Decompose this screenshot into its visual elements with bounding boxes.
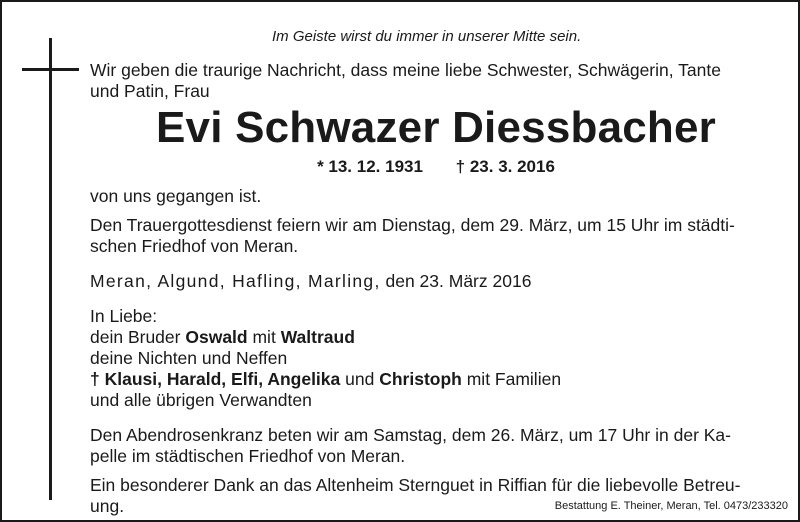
funeral-line-2: schen Friedhof von Meran. [90,236,299,256]
death-date: † 23. 3. 2016 [455,157,555,176]
place-date-line [90,271,782,292]
mourners-line-3 [90,369,782,390]
nephews-names: † Klausi, Harald, Elfi, Angelika [90,369,341,389]
mourners-line-1-prefix: dein Bruder [90,327,181,347]
mourners-line-4: und alle übrigen Verwandten [90,390,312,410]
mourners-line-3-mid: und [345,369,375,389]
intro-line-2: und Patin, Frau [90,81,210,101]
obituary-content [90,60,782,517]
birth-date: * 13. 12. 1931 [317,157,423,176]
thanks-line-2: ung. [90,496,125,516]
funeral-line-1: Den Trauergottesdienst feiern wir am Dienstag, dem 29. März, um 15 Uhr im städti- [90,215,735,235]
brother-partner-name: Waltraud [280,327,355,347]
rosary-line-1: Den Abendrosenkranz beten wir am Samstag, dem 26. März, um 17 Uhr in der Ka- [90,425,731,445]
intro-line-1: Wir geben die traurige Nachricht, dass meine liebe Schwester, Schwägerin, Tante [90,60,721,80]
mourners-line-1 [90,327,782,348]
undertaker-contact: Bestattung E. Theiner, Meran, Tel. 0473/233320 [554,500,788,512]
passed-text: von uns gegangen ist. [90,186,262,206]
places: Meran, Algund, Hafling, Marling, [90,271,381,291]
deceased-name: Evi Schwazer Diessbacher [156,103,716,152]
mourners-line-1-mid: mit [252,327,276,347]
thanks-line-1: Ein besonderer Dank an das Altenheim Sternguet in Riffian für die liebevolle Betreu- [90,475,741,495]
place-date: den 23. März 2016 [385,271,532,291]
mourners-line-3-suffix: mit Familien [466,369,562,389]
motto: Im Geiste wirst du immer in unserer Mitte sein. [272,28,582,45]
cross-icon-horizontal [22,68,79,71]
nephew-name-last: Christoph [379,369,462,389]
brother-name: Oswald [185,327,248,347]
mourners-heading: In Liebe: [90,306,158,326]
life-dates [90,156,782,178]
cross-icon-vertical [49,38,52,500]
mourners-line-2: deine Nichten und Neffen [90,348,288,368]
rosary-line-2: pelle im städtischen Friedhof von Meran. [90,446,406,466]
